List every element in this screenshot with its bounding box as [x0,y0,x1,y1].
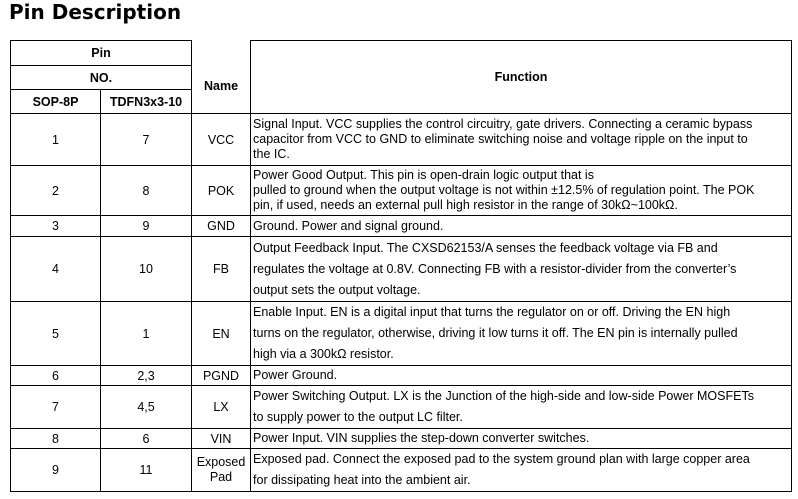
cell-pin-name: PGND [192,366,251,386]
function-line: Power Switching Output. LX is the Junction of the high-side and low-side Power MOSFETs [253,389,754,403]
cell-pin-name: POK [192,166,251,216]
cell-tdfn-pin: 1 [101,302,192,366]
cell-sop-pin: 1 [11,114,101,166]
cell-sop-pin: 2 [11,166,101,216]
cell-function [251,386,792,429]
cell-tdfn-pin: 2,3 [101,366,192,386]
function-line: pulled to ground when the output voltage is not within ±12.5% of regulation point. The POK [253,183,755,197]
cell-pin-name: VCC [192,114,251,166]
cell-function [251,216,792,237]
function-line: to supply power to the output LC filter. [253,410,463,424]
header-function: Function [251,41,792,114]
function-line: Enable Input. EN is a digital input that turns the regulator on or off. Driving the EN high [253,305,731,319]
function-line: turns on the regulator, otherwise, driving it low turns it off. The EN pin is internally pulled [253,326,738,340]
header-tdfn: TDFN3x3-10 [101,90,192,114]
cell-pin-name: FB [192,237,251,302]
cell-tdfn-pin: 8 [101,166,192,216]
table-row [11,166,792,216]
cell-tdfn-pin: 9 [101,216,192,237]
function-line: Power Good Output. This pin is open-drain logic output that is [253,168,594,182]
pin-description-table [10,40,792,492]
page-title: Pin Description [9,0,182,24]
cell-tdfn-pin: 7 [101,114,192,166]
cell-sop-pin: 9 [11,449,101,492]
function-line: pin, if used, needs an external pull high resistor in the range of 30kΩ~100kΩ. [253,198,678,212]
table-row [11,237,792,302]
cell-pin-name: LX [192,386,251,429]
table-row [11,449,792,492]
function-line: Power Input. VIN supplies the step-down converter switches. [253,431,590,445]
table-row [11,302,792,366]
cell-function [251,302,792,366]
cell-sop-pin: 8 [11,429,101,449]
cell-function [251,237,792,302]
cell-tdfn-pin: 11 [101,449,192,492]
header-name-cell [192,41,251,114]
header-name: Name [203,78,239,93]
cell-tdfn-pin: 4,5 [101,386,192,429]
function-line: the IC. [253,147,290,161]
cell-pin-name: Exposed Pad [192,449,251,492]
table-row [11,114,792,166]
function-line: capacitor from VCC to GND to eliminate switching noise and voltage ripple on the input to [253,132,748,146]
cell-tdfn-pin: 6 [101,429,192,449]
function-line: Output Feedback Input. The CXSD62153/A senses the feedback voltage via FB and [253,240,718,255]
cell-function [251,429,792,449]
header-pin: Pin [11,41,192,66]
cell-pin-name: GND [192,216,251,237]
table-row [11,216,792,237]
function-line: Signal Input. VCC supplies the control circuitry, gate drivers. Connecting a ceramic bypass [253,117,753,131]
function-line: regulates the voltage at 0.8V. Connecting FB with a resistor-divider from the converter’s [253,261,737,276]
function-line: output sets the output voltage. [253,282,421,297]
table-row [11,366,792,386]
function-line: Exposed pad. Connect the exposed pad to the system ground plan with large copper area [253,452,750,466]
cell-sop-pin: 5 [11,302,101,366]
cell-pin-name: VIN [192,429,251,449]
function-line: for dissipating heat into the ambient air. [253,473,471,487]
cell-sop-pin: 4 [11,237,101,302]
header-sop: SOP-8P [11,90,101,114]
cell-tdfn-pin: 10 [101,237,192,302]
function-line: high via a 300kΩ resistor. [253,347,394,361]
cell-sop-pin: 6 [11,366,101,386]
cell-pin-name: EN [192,302,251,366]
table-row [11,386,792,429]
cell-function [251,449,792,492]
cell-function [251,166,792,216]
table-row [11,429,792,449]
function-line: Ground. Power and signal ground. [253,218,444,233]
cell-function [251,366,792,386]
function-line: Power Ground. [253,368,338,382]
cell-sop-pin: 3 [11,216,101,237]
cell-function [251,114,792,166]
cell-sop-pin: 7 [11,386,101,429]
header-no: NO. [11,66,192,90]
pin-rows [11,114,792,492]
